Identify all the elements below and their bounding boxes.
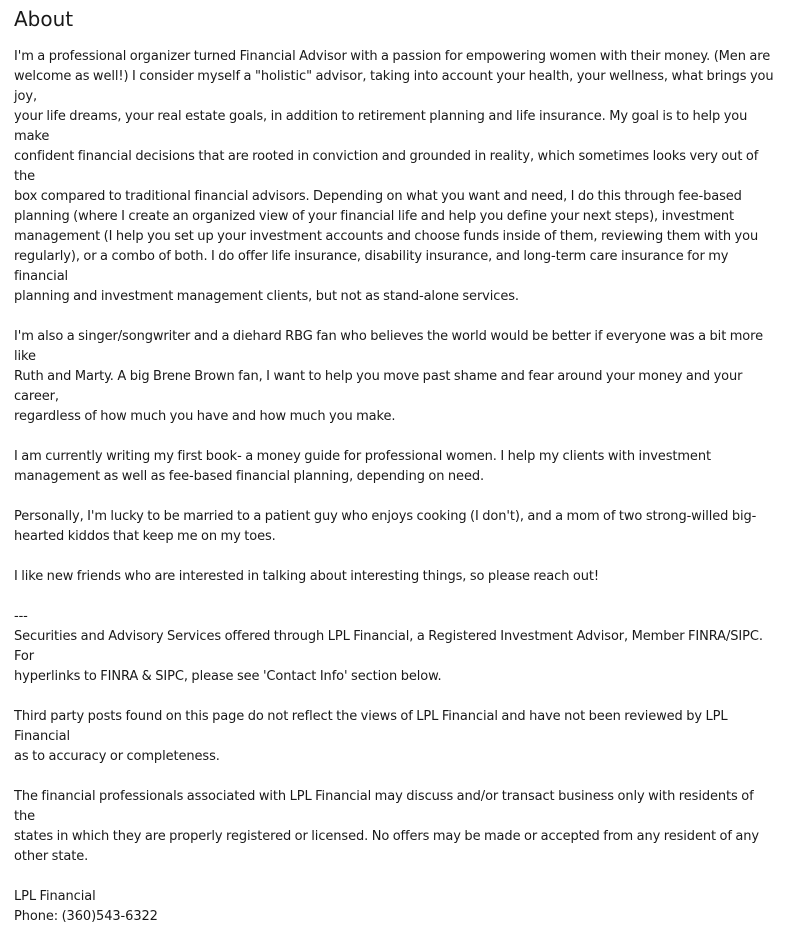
about-text bbox=[14, 47, 776, 927]
about-paragraph-disclosure: --- Securities and Advisory Services offered through LPL Financial, a Registered Investment Advisor, Member FINRA/SIPC. For hyperlinks to FINRA & SIPC, please see 'Contact Info' section below. bbox=[14, 609, 763, 684]
about-paragraph-third-party: Third party posts found on this page do not reflect the views of LPL Financial and have not been reviewed by LPL Financial as to accuracy or completeness. bbox=[14, 709, 728, 764]
about-paragraph-family: Personally, I'm lucky to be married to a patient guy who enjoys cooking (I don't), and a mom of two strong-willed big- hearted kiddos that keep me on my toes. bbox=[14, 509, 757, 544]
section-title: About bbox=[14, 7, 74, 31]
about-paragraph-book: I am currently writing my first book- a money guide for professional women. I help my clients with investment management as well as fee-based financial planning, depending on need. bbox=[14, 449, 711, 484]
about-paragraph-personal-values: I'm also a singer/songwriter and a diehard RBG fan who believes the world would be better if everyone was a bit more like Ruth and Marty. A big Brene Brown fan, I want to help you move past shame and fear around your money and your career, regardless of how much you have and how much you make. bbox=[14, 329, 764, 424]
about-paragraph-registration: The financial professionals associated with LPL Financial may discuss and/or transact business only with residents of the states in which they are properly registered or licensed. No offers may be made or accepted from any resident of any other state. bbox=[14, 789, 759, 864]
about-paragraph-contact: LPL Financial Phone: (360)543-6322 bbox=[14, 889, 158, 924]
about-paragraph-intro: I'm a professional organizer turned Financial Advisor with a passion for empowering women with their money. (Men are welcome as well!) I consider myself a "holistic" advisor, taking into account your health, your wellness, what brings you joy, your life dreams, your real estate goals, in addition to retirement planning and life insurance. My goal is to help you make confident financial decisions that are rooted in conviction and grounded in reality, which sometimes looks very out of the box compared to traditional financial advisors. Depending on what you want and need, I do this through fee-based planning (where I create an organized view of your financial life and help you define your next steps), investment management (I help you set up your investment accounts and choose funds inside of them, reviewing them with you regularly), or a combo of both. I do offer life insurance, disability insurance, and long-term care insurance for my financial planning and investment management clients, but not as stand-alone services. bbox=[14, 49, 774, 304]
about-paragraph-reach-out: I like new friends who are interested in talking about interesting things, so please reach out! bbox=[14, 569, 599, 584]
